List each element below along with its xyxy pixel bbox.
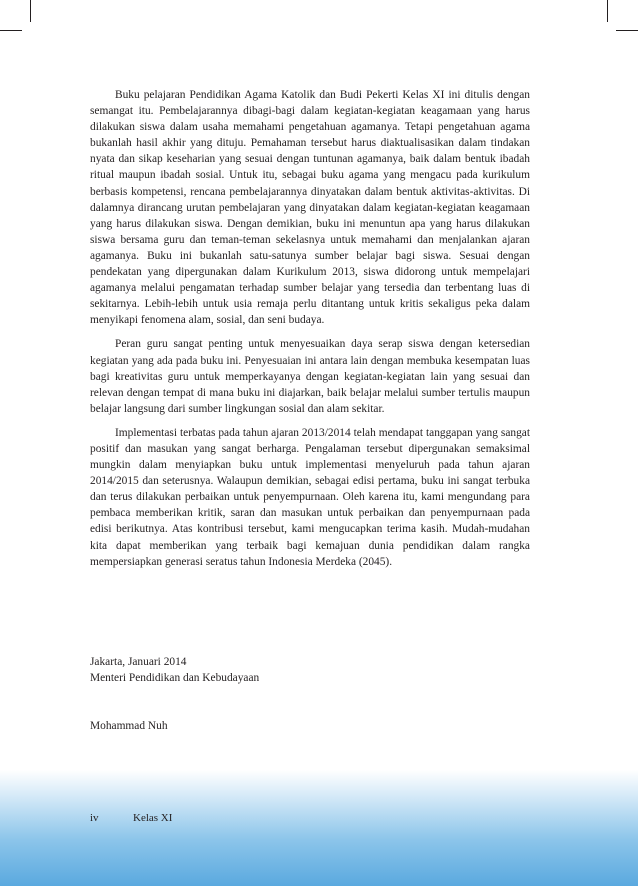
signer-position: Menteri Pendidikan dan Kebudayaan	[90, 672, 260, 684]
crop-mark-top-left-h	[0, 30, 22, 31]
crop-mark-top-right-v	[607, 0, 608, 22]
running-footer-title: Kelas XI	[133, 812, 173, 824]
closing-block	[90, 654, 259, 686]
crop-mark-top-left-v	[30, 0, 31, 22]
crop-mark-top-right-h	[616, 30, 638, 31]
place-date: Jakarta, Januari 2014	[90, 656, 187, 668]
paragraph-2: Peran guru sangat penting untuk menyesuaikan daya serap siswa dengan ketersedian kegiatan yang ada pada buku ini. Penyesuaian ini antara lain dengan membuka kesempatan luas bagi kreativitas guru untuk memperkayanya dengan kegiatan-kegiatan lain yang sesuai dan relevan dengan tempat di mana buku ini diajarkan, baik belajar melalui sumber tertulis maupun belajar langsung dari sumber lingkungan sosial dan alam sekitar.	[90, 338, 530, 415]
body-text	[90, 87, 530, 578]
footer-band	[0, 770, 638, 886]
signer-name: Mohammad Nuh	[90, 720, 168, 732]
page-number: iv	[90, 812, 99, 824]
paragraph-3: Implementasi terbatas pada tahun ajaran 2013/2014 telah mendapat tanggapan yang sangat positif dan masukan yang sangat berharga. Pengalaman tersebut dipergunakan semaksimal mungkin dalam menyiapkan buku untuk implementasi menyeluruh pada tahun ajaran 2014/2015 dan seterusnya. Walaupun demikian, sebagai edisi pertama, buku ini sangat terbuka dan terus dilakukan perbaikan untuk penyempurnaan. Oleh karena itu, kami mengundang para pembaca memberikan kritik, saran dan masukan untuk perbaikan dan penyempurnaan pada edisi berikutnya. Atas kontribusi tersebut, kami mengucapkan terima kasih. Mudah-mudahan kita dapat memberikan yang terbaik bagi kemajuan dunia pendidikan dalam rangka mempersiapkan generasi seratus tahun Indonesia Merdeka (2045).	[90, 426, 530, 568]
paragraph-1: Buku pelajaran Pendidikan Agama Katolik dan Budi Pekerti Kelas XI ini ditulis dengan semangat itu. Pembelajarannya dibagi-bagi dalam kegiatan-kegiatan keagamaan yang harus dilakukan siswa dalam usaha memahami pengetahuan agamanya. Tetapi pengetahuan agama bukanlah hasil akhir yang dituju. Pemahaman tersebut harus diaktualisasikan dalam tindakan nyata dan sikap keseharian yang sesuai dengan tuntunan agamanya, baik dalam bentuk ibadah ritual maupun ibadah sosial. Untuk itu, sebagai buku agama yang mengacu pada kurikulum berbasis kompetensi, rencana pembelajarannya dinyatakan dalam bentuk aktivitas-aktivitas. Di dalamnya dirancang urutan pembelajaran yang dinyatakan dalam kegiatan-kegiatan keagamaan yang harus dilakukan siswa. Dengan demikian, buku ini menuntun apa yang harus dilakukan siswa bersama guru dan teman-teman sekelasnya untuk memahami dan menjalankan ajaran agamanya. Buku ini bukanlah satu-satunya sumber belajar bagi siswa. Sesuai dengan pendekatan yang dipergunakan dalam Kurikulum 2013, siswa didorong untuk mempelajari agamanya melalui pengamatan terhadap sumber belajar yang tersedia dan terbentang luas di sekitarnya. Lebih-lebih untuk usia remaja perlu ditantang untuk kritis sekaligus peka dalam menyikapi fenomena alam, sosial, dan seni budaya.	[90, 89, 530, 327]
